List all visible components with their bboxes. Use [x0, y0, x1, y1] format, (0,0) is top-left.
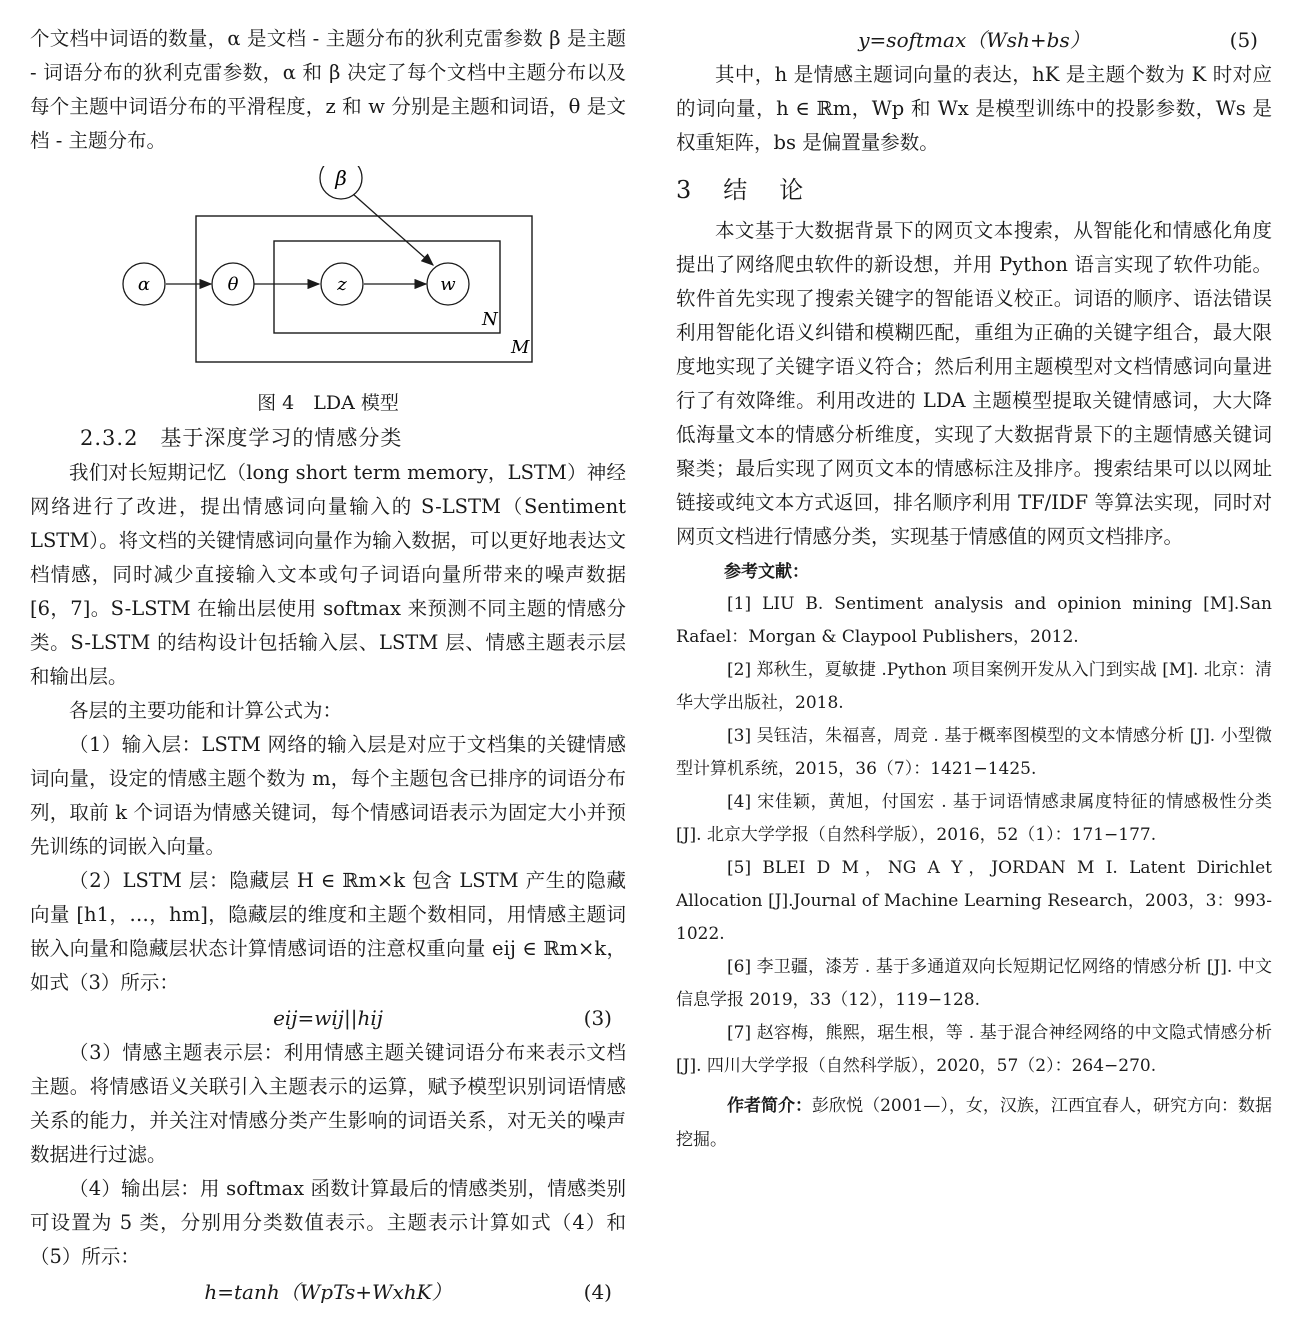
layers-intro: 各层的主要功能和计算公式为： [69, 699, 343, 722]
svg-text:β: β [335, 166, 347, 190]
reference-item: [7] 赵容梅，熊熙，琚生根，等 . 基于混合神经网络的中文隐式情感分析 [J]. 四川大学学报（自然科学版），2020，57（2）：264−270. [676, 1023, 1272, 1076]
author-bio [676, 1089, 1272, 1157]
lstm-paragraph: 我们对长短期记忆（long short term memory，LSTM）神经网络进行了改进，提出情感词向量输入的 S-LSTM（Sentiment LSTM）。将文档的关键情感词向量作为输入数据，可以更好地表达文档情感，同时减少直接输入文本或句子词语向量所带来的噪声数据 [6，7]。S-LSTM 在输出层使用 softmax 来预测不同主题的情感分类。S-LSTM 的结构设计包括输入层、LSTM 层、情感主题表示层和输出层。 [30, 461, 626, 688]
plate-outer-label: M [511, 337, 530, 358]
reference-item: [5] BLEI D M，NG A Y，JORDAN M I. Latent Dirichlet Allocation [J].Journal of Machine Learning Research，2003，3：993-1022. [676, 858, 1272, 944]
lstm-layer-paragraph: （2）LSTM 层：隐藏层 H ∈ ℝm×k 包含 LSTM 产生的隐藏向量 [h1，…，hm]，隐藏层的维度和主题个数相同，用情感主题词嵌入向量和隐藏层状态计算情感词语的注意权重向量 eij ∈ ℝm×k，如式（3）所示： [30, 869, 626, 994]
reference-item: [6] 李卫疆，漆芳 . 基于多通道双向长短期记忆网络的情感分析 [J]. 中文信息学报 2019，33（12），119−128. [676, 957, 1272, 1010]
equation-3-body: eij=wij||hij [273, 1006, 383, 1030]
node-z [321, 263, 363, 305]
reference-item: [2] 郑秋生，夏敏捷 .Python 项目案例开发从入门到实战 [M]. 北京：清华大学出版社，2018. [676, 660, 1272, 713]
plate-inner-label: N [482, 309, 498, 330]
svg-text:α: α [137, 274, 151, 295]
equation-3 [30, 1000, 626, 1036]
node-theta [212, 263, 254, 305]
svg-text:z: z [337, 274, 347, 295]
reference-list [676, 588, 1272, 1083]
input-layer-paragraph: （1）输入层：LSTM 网络的输入层是对应于文档集的关键情感词向量，设定的情感主题个数为 m，每个主题包含已排序的词语分布列，取前 k 个词语为情感关键词，每个情感词语表示为固定大小并预先训练的词嵌入向量。 [30, 733, 626, 858]
node-w [427, 263, 469, 305]
output-layer-paragraph: （4）输出层：用 softmax 函数计算最后的情感类别，情感类别可设置为 5 类，分别用分类数值表示。主题表示计算如式（4）和（5）所示： [30, 1177, 626, 1268]
equation-3-number: (3) [583, 1006, 612, 1030]
where-paragraph: 其中，h 是情感主题词向量的表达，hK 是主题个数为 K 时对应的词向量，h ∈ ℝm，Wp 和 Wx 是模型训练中的投影参数，Ws 是权重矩阵，bs 是偏置量参数。 [676, 63, 1272, 154]
right-column [676, 0, 1272, 1157]
reference-item: [3] 吴钰洁，朱福喜，周竞 . 基于概率图模型的文本情感分析 [J]. 小型微型计算机系统，2015，36（7）：1421−1425. [676, 726, 1272, 779]
conclusion-paragraph: 本文基于大数据背景下的网页文本搜索，从智能化和情感化角度提出了网络爬虫软件的新设想，并用 Python 语言实现了软件功能。软件首先实现了搜索关键字的智能语义校正。词语的顺序、语法错误利用智能化语义纠错和模糊匹配，重组为正确的关键字组合，最大限度地实现了关键字语义符合；然后利用主题模型对文档情感词向量进行了有效降维。利用改进的 LDA 主题模型提取关键情感词，大大降低海量文本的情感分析维度，实现了大数据背景下的主题情感关键词聚类；最后实现了网页文本的情感标注及排序。搜索结果可以以网址链接或纯文本方式返回，排名顺序利用 TF/IDF 等算法实现，同时对网页文档进行情感分类，实现基于情感值的网页文档排序。 [676, 219, 1272, 548]
edge-beta-w [353, 194, 433, 265]
left-column [30, 0, 626, 1310]
node-alpha [123, 263, 165, 305]
lda-figure [30, 166, 626, 388]
equation-4 [30, 1274, 626, 1310]
equation-4-number: (4) [583, 1280, 612, 1304]
author-bio-label: 作者简介： [727, 1096, 813, 1116]
intro-paragraph: 个文档中词语的数量，α 是文档 - 主题分布的狄利克雷参数 β 是主题 - 词语分布的狄利克雷参数，α 和 β 决定了每个文档中主题分布以及每个主题中词语分布的平滑程度，z 和 w 分别是主题和词语，θ 是文档 - 主题分布。 [30, 27, 626, 152]
figure-caption: 图 4 LDA 模型 [257, 392, 399, 414]
reference-item: [4] 宋佳颖，黄旭，付国宏 . 基于词语情感隶属度特征的情感极性分类 [J]. 北京大学学报（自然科学版），2016，52（1）：171−177. [676, 792, 1272, 845]
equation-5 [676, 22, 1272, 58]
equation-5-number: (5) [1229, 28, 1258, 52]
reference-item: [1] LIU B. Sentiment analysis and opinion mining [M].San Rafael：Morgan & Claypool Publishers，2012. [676, 594, 1272, 647]
svg-text:θ: θ [227, 274, 239, 295]
references-title: 参考文献： [724, 562, 809, 582]
lda-diagram [30, 166, 626, 388]
equation-4-body: h=tanh（WpTs+WxhK） [204, 1280, 452, 1304]
equation-5-body: y=softmax（Wsh+bs） [858, 28, 1090, 52]
subsection-heading: 2.3.2 基于深度学习的情感分类 [80, 426, 403, 450]
section-heading: 3 结 论 [676, 176, 808, 204]
svg-text:w: w [440, 274, 456, 295]
topic-layer-paragraph: （3）情感主题表示层：利用情感主题关键词语分布来表示文档主题。将情感语义关联引入主题表示的运算，赋予模型识别词语情感关系的能力，并关注对情感分类产生影响的词语关系，对无关的噪声数据进行过滤。 [30, 1041, 626, 1166]
author-bio-text: 彭欣悦（2001—），女，汉族，江西宜春人，研究方向：数据挖掘。 [676, 1096, 1273, 1150]
node-beta [320, 166, 362, 199]
